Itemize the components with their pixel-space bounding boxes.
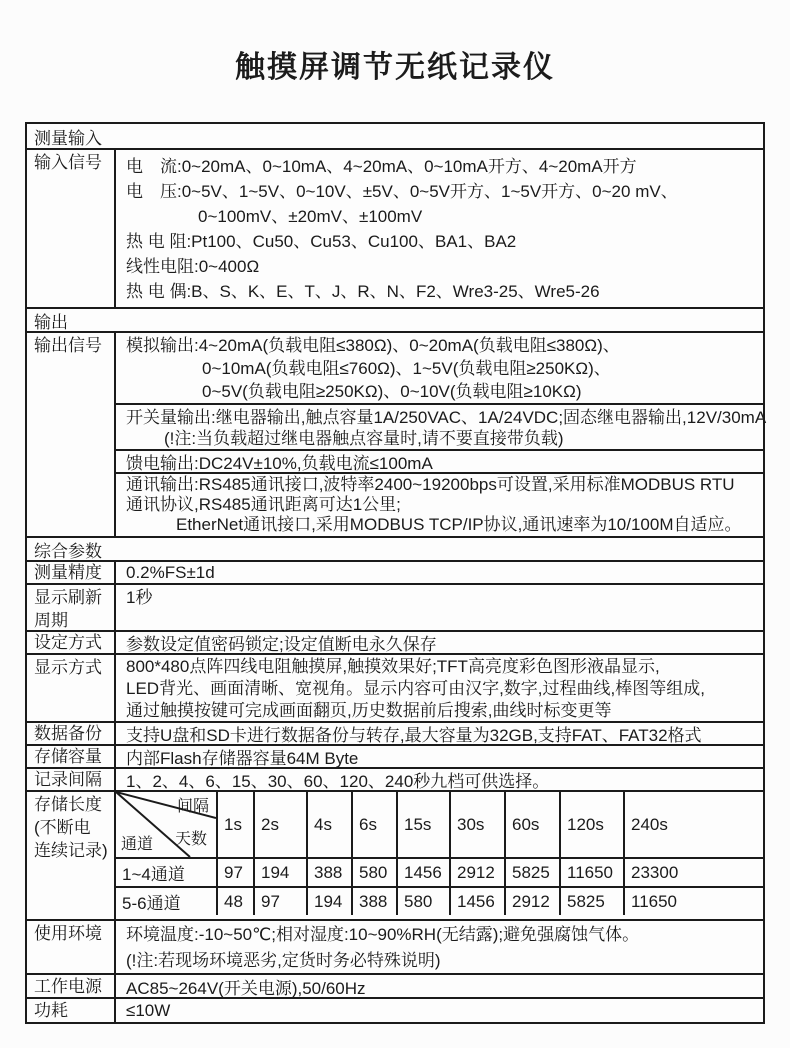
- spec-line-thermocouple: 热 电 偶:B、S、K、E、T、J、R、N、F2、Wre3-25、Wre5-26: [126, 282, 600, 301]
- storage-row-ch1-4: [116, 857, 763, 886]
- spec-line-comm-3: EtherNet通讯接口,采用MODBUS TCP/IP协议,通讯速率为10/100M自适应。: [176, 515, 742, 534]
- storage-col-header: 2s: [253, 792, 306, 857]
- comm-output-block: [116, 472, 763, 532]
- refresh-cycle-value: 1秒: [126, 588, 153, 607]
- row-refresh-cycle: [27, 583, 763, 630]
- refresh-label-line-1: 显示刷新: [34, 588, 102, 607]
- row-setting-mode: [27, 630, 763, 653]
- storage-capacity-value: 内部Flash存储器容量64M Byte: [126, 749, 359, 768]
- spec-line-display-2: LED背光、画面清晰、宽视角。显示内容可由汉字,数字,过程曲线,棒图等组成,: [126, 679, 705, 698]
- spec-line-voltage-1: 电 压:0~5V、1~5V、0~10V、±5V、0~5V开方、1~5V开方、0~20 mV、: [126, 182, 678, 201]
- page-title: 触摸屏调节无纸记录仪: [235, 51, 555, 84]
- setting-mode-value: 参数设定值密码锁定;设定值断电永久保存: [126, 635, 437, 654]
- accuracy-value: 0.2%FS±1d: [126, 562, 215, 582]
- row-storage-length: [27, 790, 763, 919]
- spec-line-display-3: 通过触摸按键可完成画面翻页,历史数据前后搜索,曲线时标变更等: [126, 701, 612, 720]
- environment-label: 使用环境: [27, 921, 116, 973]
- storage-value-cell: 11650: [623, 888, 763, 915]
- spec-line-feed: 馈电输出:DC24V±10%,负载电流≤100mA: [126, 454, 433, 473]
- storage-value-cell: 23300: [623, 859, 763, 886]
- storage-value-cell: 97: [216, 859, 253, 886]
- spec-line-switch-1: 开关量输出:继电器输出,触点容量1A/250VAC、1A/24VDC;固态继电器输出,12V/30mA: [126, 408, 767, 427]
- record-interval-label: 记录间隔: [27, 769, 116, 790]
- spec-line-analog-2: 0~10mA(负载电阻≤760Ω)、1~5V(负载电阻≥250KΩ)、: [202, 359, 611, 378]
- spec-line-comm-2: 通讯协议,RS485通讯距离可达1公里;: [126, 495, 401, 514]
- spec-line-rtd: 热 电 阻:Pt100、Cu50、Cu53、Cu100、BA1、BA2: [126, 232, 517, 251]
- row-input-signal: [27, 148, 763, 307]
- power-consumption-value: ≤10W: [126, 1000, 171, 1020]
- input-signal-label: 输入信号: [27, 150, 116, 307]
- refresh-cycle-label: [27, 585, 116, 630]
- storage-value-cell: 48: [216, 888, 253, 915]
- row-power-consumption: [27, 997, 763, 1022]
- storage-value-cell: 2912: [504, 888, 559, 915]
- spec-line-analog-1: 模拟输出:4~20mA(负载电阻≤380Ω)、0~20mA(负载电阻≤380Ω)、: [126, 336, 620, 355]
- storage-value-cell: 388: [351, 888, 396, 915]
- spec-table: [25, 122, 765, 1024]
- spec-line-env-2: (!注:若现场环境恶劣,定货时务必特殊说明): [126, 951, 441, 970]
- storage-row-label: 1~4通道: [122, 865, 185, 884]
- record-interval-value: 1、2、4、6、15、30、60、120、240秒九档可供选择。: [126, 772, 550, 791]
- display-mode-content: [116, 655, 763, 721]
- analog-output-block: [116, 333, 763, 403]
- storage-col-header: 15s: [396, 792, 449, 857]
- section-header-measurement-input: 测量输入: [34, 128, 102, 148]
- storage-value-cell: 2912: [449, 859, 504, 886]
- storage-col-header: 4s: [306, 792, 351, 857]
- accuracy-label: 测量精度: [27, 562, 116, 583]
- storage-col-header: 240s: [623, 792, 763, 857]
- power-consumption-label: 功耗: [27, 999, 116, 1022]
- storage-value-cell: 1456: [396, 859, 449, 886]
- storage-row-label: 5-6通道: [122, 894, 181, 913]
- storage-col-header: 6s: [351, 792, 396, 857]
- spec-line-voltage-2: 0~100mV、±20mV、±100mV: [198, 207, 423, 226]
- row-record-interval: [27, 767, 763, 790]
- setting-mode-label: 设定方式: [27, 632, 116, 653]
- storage-value-cell: 97: [253, 888, 306, 915]
- row-power-supply: [27, 973, 763, 997]
- storage-length-label: [27, 792, 116, 919]
- power-supply-label: 工作电源: [27, 975, 116, 997]
- spec-line-analog-3: 0~5V(负载电阻≥250KΩ)、0~10V(负载电阻≥10KΩ): [202, 382, 582, 401]
- storage-capacity-label: 存储容量: [27, 746, 116, 767]
- storage-value-cell: 388: [306, 859, 351, 886]
- row-storage-capacity: [27, 744, 763, 767]
- input-signal-content: [116, 150, 763, 307]
- power-supply-value: AC85~264V(开关电源),50/60Hz: [126, 978, 366, 998]
- section-header-output: 输出: [27, 307, 763, 331]
- refresh-label-line-2: 周期: [34, 611, 68, 630]
- storage-value-cell: 11650: [559, 859, 623, 886]
- output-signal-label: 输出信号: [27, 333, 116, 536]
- switch-output-block: [116, 403, 767, 449]
- spec-line-linear-resistance: 线性电阻:0~400Ω: [126, 257, 260, 276]
- row-environment: [27, 919, 763, 973]
- storage-value-cell: 580: [351, 859, 396, 886]
- display-mode-label: 显示方式: [27, 655, 116, 721]
- output-signal-content: [116, 333, 767, 536]
- storage-value-cell: 1456: [449, 888, 504, 915]
- spec-line-display-1: 800*480点阵四线电阻触摸屏,触摸效果好;TFT高亮度彩色图形液晶显示,: [126, 657, 660, 676]
- storage-header-row: [116, 792, 763, 857]
- row-output-signal: [27, 331, 767, 536]
- spec-line-current: 电 流:0~20mA、0~10mA、4~20mA、0~10mA开方、4~20mA开方: [126, 157, 637, 176]
- storage-col-header: 60s: [504, 792, 559, 857]
- storage-table: [116, 792, 763, 919]
- corner-days-label: 天数: [174, 831, 207, 848]
- storage-label-line-3: 连续记录): [34, 841, 108, 860]
- feed-output-block: [116, 449, 763, 472]
- storage-label-line-2: (不断电: [34, 818, 91, 837]
- storage-value-cell: 5825: [559, 888, 623, 915]
- storage-corner-cell: [116, 792, 216, 857]
- section-header-general-params: 综合参数: [27, 536, 763, 560]
- data-backup-value: 支持U盘和SD卡进行数据备份与转存,最大容量为32GB,支持FAT、FAT32格式: [126, 726, 702, 745]
- storage-col-header: 30s: [449, 792, 504, 857]
- row-display-mode: [27, 653, 763, 721]
- storage-label-line-1: 存储长度: [34, 795, 102, 814]
- row-accuracy: [27, 560, 763, 583]
- storage-value-cell: 5825: [504, 859, 559, 886]
- storage-value-cell: 580: [396, 888, 449, 915]
- spec-line-comm-1: 通讯输出:RS485通讯接口,波特率2400~19200bps可设置,采用标准MODBUS RTU: [126, 475, 735, 494]
- environment-content: [116, 921, 763, 973]
- data-backup-label: 数据备份: [27, 723, 116, 744]
- spec-line-switch-2: (!注:当负载超过继电器触点容量时,请不要直接带负载): [164, 429, 564, 448]
- corner-interval-label: 间隔: [176, 798, 209, 815]
- corner-channel-label: 通道: [121, 836, 154, 853]
- spec-line-env-1: 环境温度:-10~50℃;相对湿度:10~90%RH(无结露);避免强腐蚀气体。: [126, 925, 640, 944]
- row-data-backup: [27, 721, 763, 744]
- storage-col-header: 1s: [216, 792, 253, 857]
- storage-value-cell: 194: [253, 859, 306, 886]
- storage-value-cell: 194: [306, 888, 351, 915]
- storage-col-header: 120s: [559, 792, 623, 857]
- storage-row-ch5-6: [116, 886, 763, 915]
